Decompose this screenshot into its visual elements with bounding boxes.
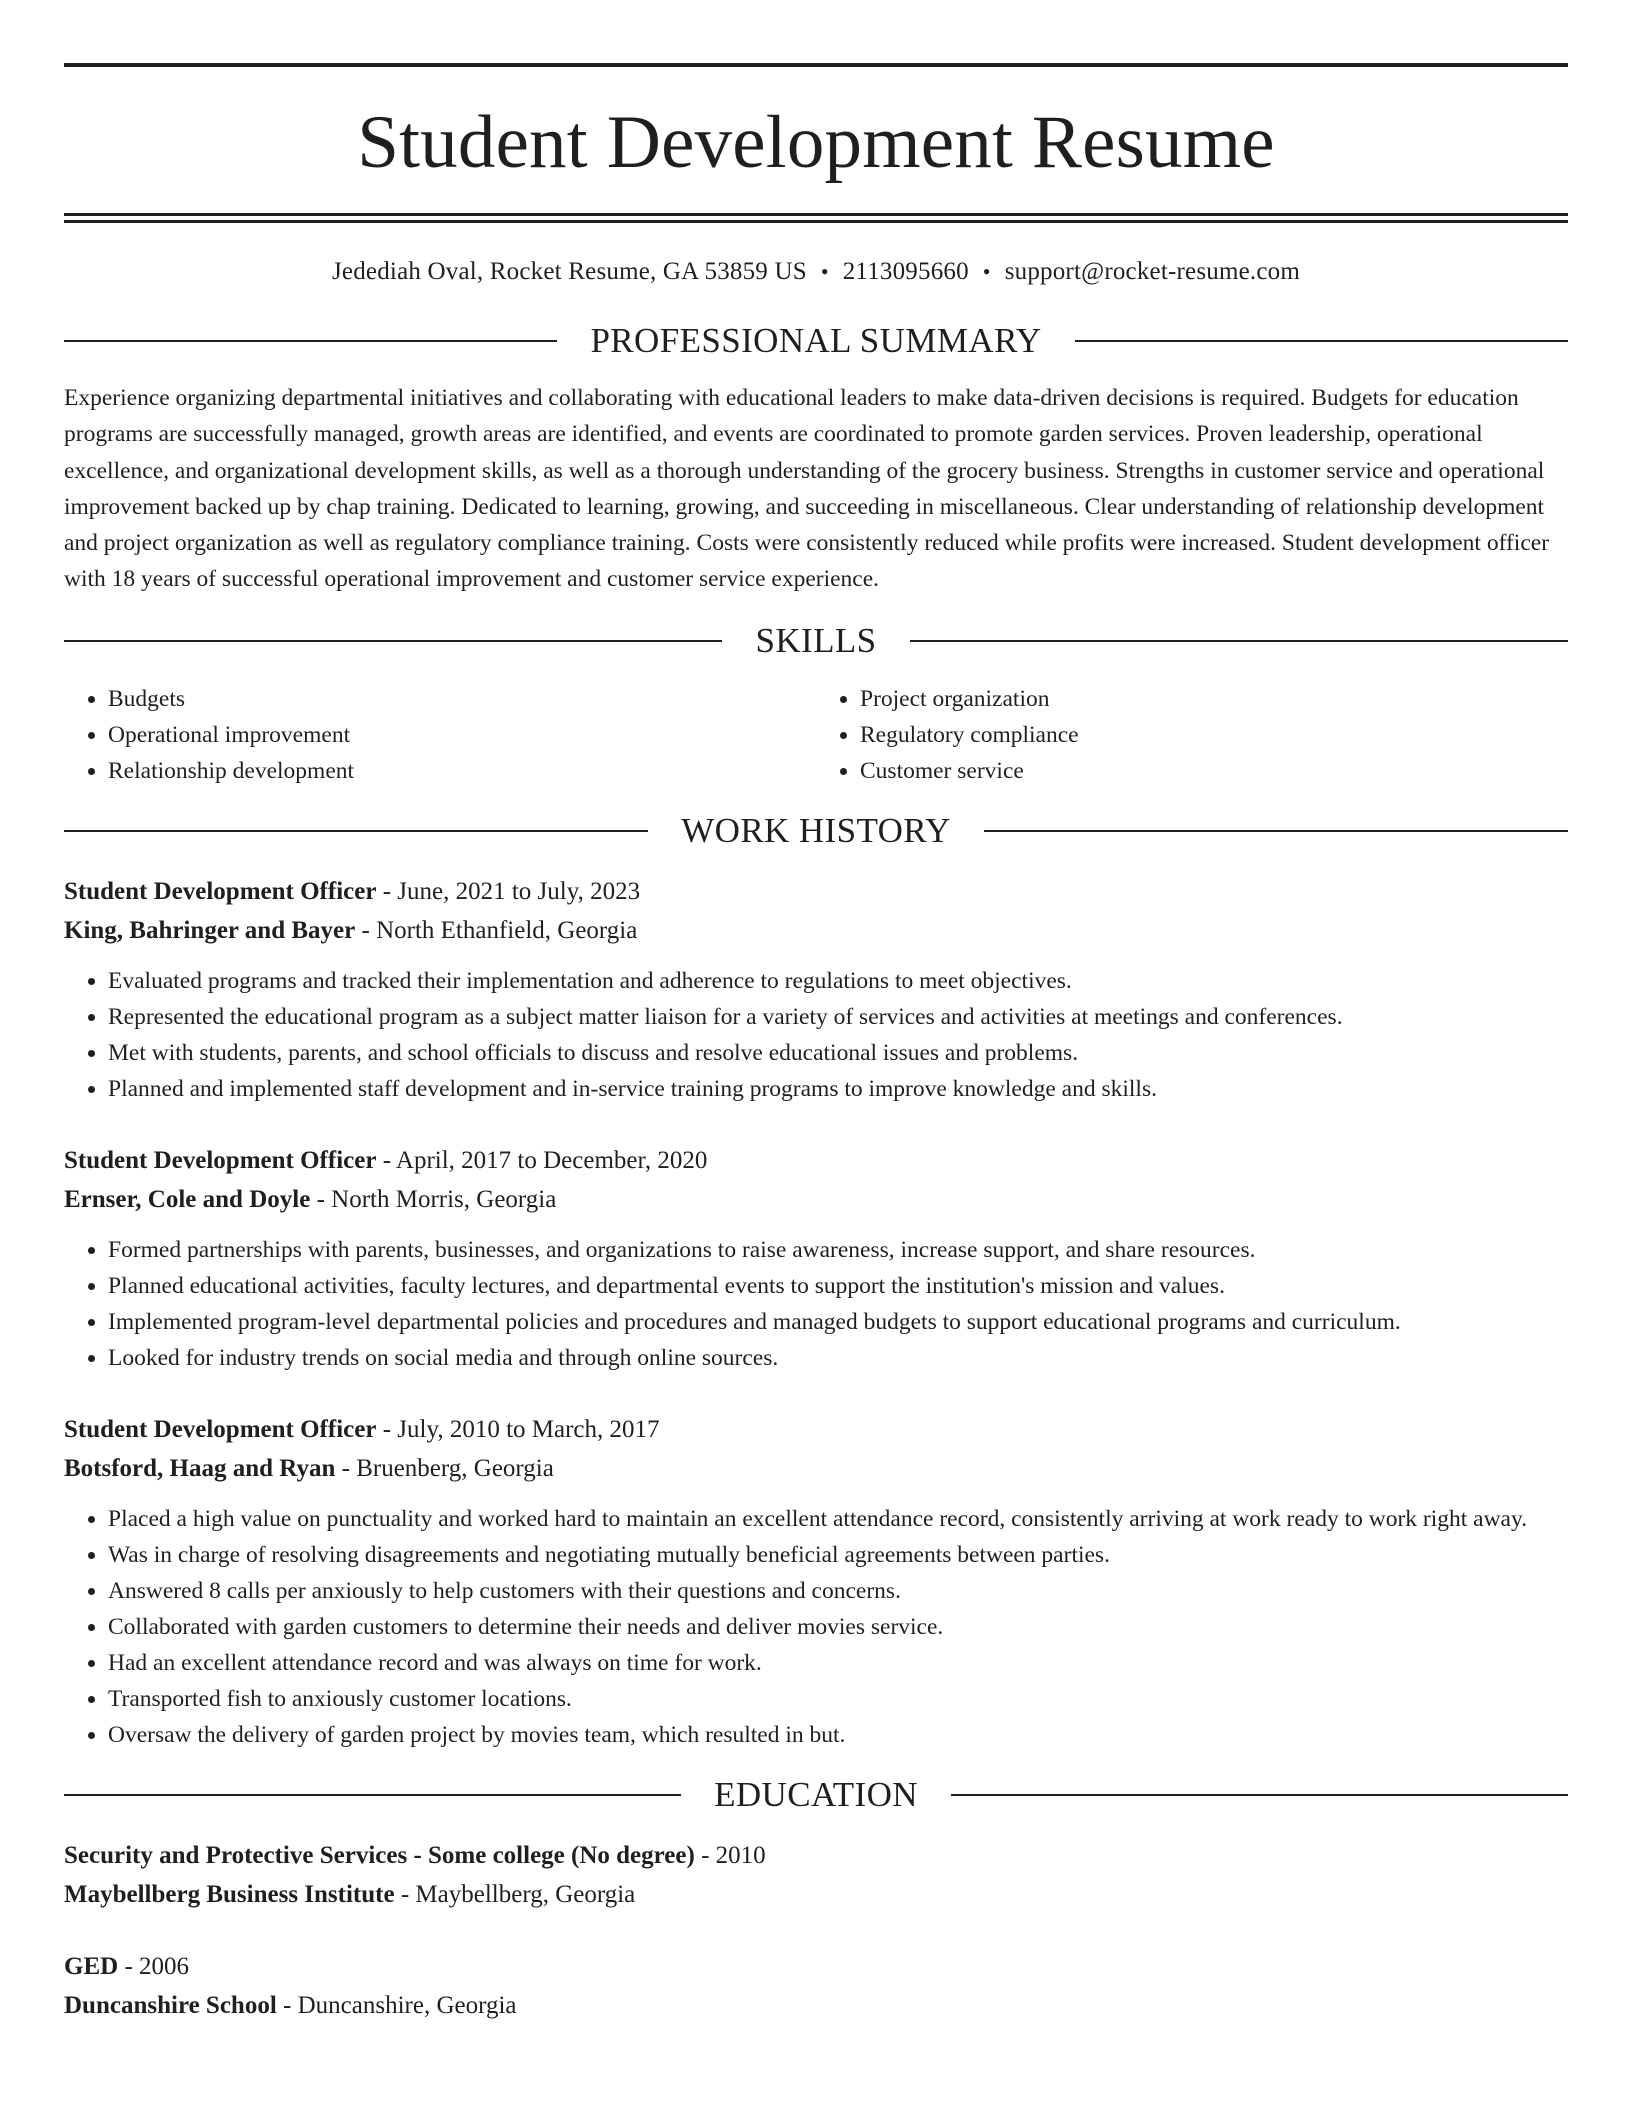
- job-bullet: • Evaluated programs and tracked their implementation and adherence to regulations to meet objectives.: [108, 963, 1568, 999]
- education-location: - Duncanshire, Georgia: [276, 1991, 517, 2019]
- job-bullet: • Planned and implemented staff development and in-service training programs to improve knowledge and skills.: [108, 1071, 1568, 1107]
- education-year: - 2006: [118, 1952, 190, 1980]
- education-degree-line: [64, 1947, 1568, 1986]
- heading-rule: [984, 830, 1568, 832]
- education-school: Duncanshire School: [64, 1991, 277, 2019]
- job-company-line: [64, 1180, 1568, 1219]
- contact-phone: 2113095660: [842, 258, 969, 285]
- contact-separator: •: [820, 259, 829, 284]
- section-heading-summary: [64, 321, 1568, 361]
- job-bullets: [64, 1232, 1568, 1376]
- title-double-rule: [64, 213, 1568, 223]
- job-bullet: • Implemented program-level departmental policies and procedures and managed budgets to support educational programs and curriculum.: [108, 1304, 1568, 1340]
- job-bullet: • Looked for industry trends on social media and through online sources.: [108, 1340, 1568, 1376]
- job-company: King, Bahringer and Bayer: [64, 916, 356, 944]
- job-title: Student Development Officer: [64, 877, 377, 905]
- education-degree-line: [64, 1836, 1568, 1875]
- section-title-education: EDUCATION: [714, 1774, 918, 1814]
- education-location: - Maybellberg, Georgia: [394, 1880, 636, 1908]
- education-entry: [64, 1836, 1568, 1914]
- job-entry: [64, 872, 1568, 1107]
- job-bullet: • Was in charge of resolving disagreements and negotiating mutually beneficial agreements between parties.: [108, 1537, 1568, 1573]
- education-entry: [64, 1947, 1568, 2025]
- heading-rule: [1075, 340, 1568, 342]
- education-school-line: [64, 1875, 1568, 1914]
- job-title: Student Development Officer: [64, 1146, 377, 1174]
- education-degree: GED: [64, 1952, 119, 1980]
- job-location: - Bruenberg, Georgia: [335, 1454, 554, 1482]
- skill-item: • Budgets: [108, 681, 816, 717]
- job-title-line: [64, 872, 1568, 911]
- skill-item: • Project organization: [860, 681, 1568, 717]
- contact-email: support@rocket-resume.com: [1004, 258, 1300, 285]
- section-heading-skills: [64, 621, 1568, 661]
- job-dates: - April, 2017 to December, 2020: [376, 1146, 708, 1174]
- job-bullets: [64, 1501, 1568, 1753]
- job-bullet: • Met with students, parents, and school officials to discuss and resolve educational issues and problems.: [108, 1035, 1568, 1071]
- section-heading-education: [64, 1775, 1568, 1815]
- heading-rule: [64, 830, 648, 832]
- job-bullet: • Formed partnerships with parents, businesses, and organizations to raise awareness, increase support, and share resources.: [108, 1232, 1568, 1268]
- education-list: [64, 1836, 1568, 2025]
- section-title-summary: PROFESSIONAL SUMMARY: [590, 321, 1042, 360]
- heading-rule: [951, 1794, 1568, 1796]
- work-history-list: [64, 872, 1568, 1753]
- heading-rule: [64, 1794, 681, 1796]
- skills-column-right: [816, 681, 1568, 789]
- heading-rule: [910, 640, 1568, 642]
- heading-rule: [64, 640, 722, 642]
- job-entry: [64, 1410, 1568, 1753]
- contact-separator: •: [982, 259, 991, 284]
- skill-item: • Operational improvement: [108, 717, 816, 753]
- job-bullet: • Represented the educational program as a subject matter liaison for a variety of services and activities at meetings and conferences.: [108, 999, 1568, 1035]
- job-company: Ernser, Cole and Doyle: [64, 1185, 311, 1213]
- job-bullet: • Collaborated with garden customers to determine their needs and deliver movies service.: [108, 1609, 1568, 1645]
- job-bullet: • Planned educational activities, faculty lectures, and departmental events to support the institution's mission and values.: [108, 1268, 1568, 1304]
- contact-address: Jedediah Oval, Rocket Resume, GA 53859 US: [332, 258, 807, 285]
- education-degree: Security and Protective Services - Some college (No degree): [64, 1841, 695, 1869]
- section-title-work-history: WORK HISTORY: [681, 810, 951, 850]
- education-year: - 2010: [694, 1841, 766, 1869]
- professional-summary-text: Experience organizing departmental initiatives and collaborating with educational leaders to make data-driven decisions is required. Budgets for education programs are successfully managed, growth areas are identified, and events are coordinated to promote garden services. Proven leadership, operational excellence, and organizational development skills, as well as a thorough understanding of the grocery business. Strengths in customer service and operational improvement backed up by chap training. Dedicated to learning, growing, and succeeding in miscellaneous. Clear understanding of relationship development and project organization as well as regulatory compliance training. Costs were consistently reduced while profits were increased. Student development officer with 18 years of successful operational improvement and customer service experience.: [64, 385, 1550, 593]
- skill-item: • Customer service: [860, 753, 1568, 789]
- job-bullet: • Had an excellent attendance record and was always on time for work.: [108, 1645, 1568, 1681]
- job-dates: - June, 2021 to July, 2023: [376, 877, 641, 905]
- skills-list: [64, 681, 1568, 789]
- skills-column-left: [64, 681, 816, 789]
- job-title-line: [64, 1141, 1568, 1180]
- resume-title: Student Development Resume: [357, 101, 1275, 184]
- job-title: Student Development Officer: [64, 1415, 377, 1443]
- skill-item: • Relationship development: [108, 753, 816, 789]
- job-bullet: • Oversaw the delivery of garden project by movies team, which resulted in but.: [108, 1717, 1568, 1753]
- job-location: - North Ethanfield, Georgia: [355, 916, 638, 944]
- education-school-line: [64, 1986, 1568, 2025]
- contact-line: [64, 257, 1568, 287]
- job-company: Botsford, Haag and Ryan: [64, 1454, 336, 1482]
- job-bullet: • Answered 8 calls per anxiously to help customers with their questions and concerns.: [108, 1573, 1568, 1609]
- job-entry: [64, 1141, 1568, 1376]
- job-company-line: [64, 1449, 1568, 1488]
- top-rule: [64, 63, 1568, 67]
- job-location: - North Morris, Georgia: [310, 1185, 557, 1213]
- job-dates: - July, 2010 to March, 2017: [376, 1415, 660, 1443]
- section-heading-work-history: [64, 811, 1568, 851]
- job-bullet: • Transported fish to anxiously customer locations.: [108, 1681, 1568, 1717]
- education-school: Maybellberg Business Institute: [64, 1880, 395, 1908]
- section-title-skills: SKILLS: [755, 620, 877, 660]
- job-bullet: • Placed a high value on punctuality and worked hard to maintain an excellent attendance record, consistently arriving at work ready to work right away.: [108, 1501, 1568, 1537]
- job-bullets: [64, 963, 1568, 1107]
- job-title-line: [64, 1410, 1568, 1449]
- job-company-line: [64, 911, 1568, 950]
- heading-rule: [64, 340, 557, 342]
- skill-item: • Regulatory compliance: [860, 717, 1568, 753]
- resume-page: [64, 63, 1568, 2025]
